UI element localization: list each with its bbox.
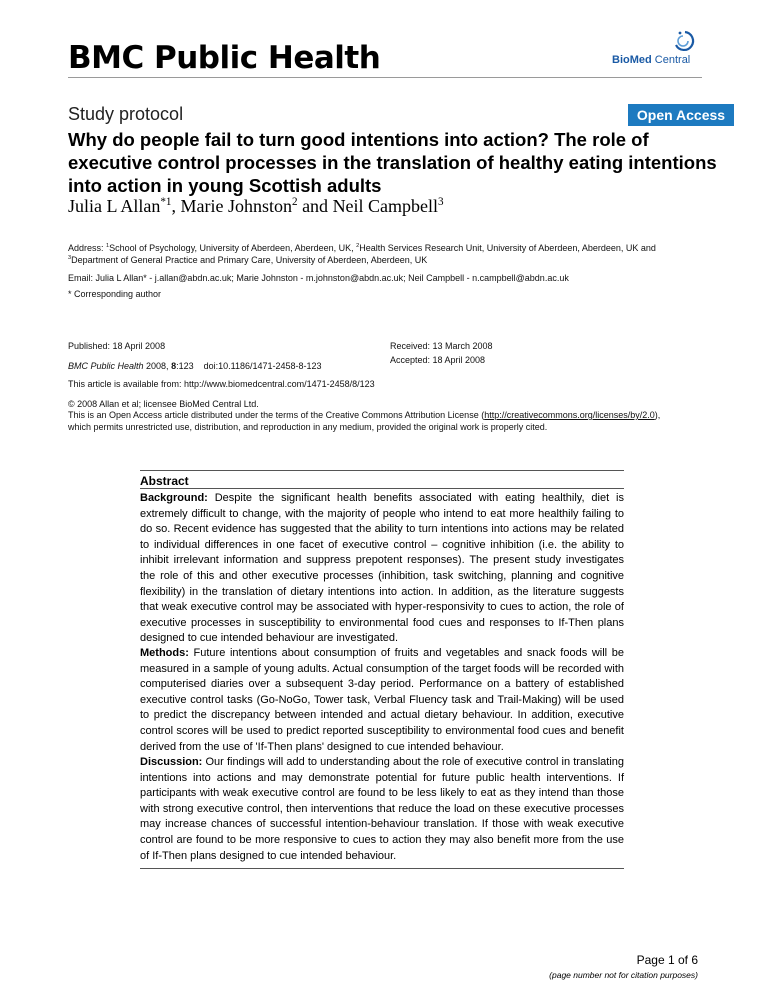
- license-suffix: ),: [654, 410, 661, 420]
- citation-year: 2008,: [143, 361, 172, 371]
- author-separator: ,: [171, 196, 181, 216]
- address-label: Address:: [68, 243, 107, 253]
- logo-central: Central: [651, 54, 691, 66]
- address-2: Health Services Research Unit, University of Aberdeen, Aberdeen, UK and: [359, 243, 656, 253]
- open-access-badge: Open Access: [628, 104, 734, 126]
- published-date: Published: 18 April 2008: [68, 341, 166, 351]
- article-type: Study protocol: [68, 104, 184, 124]
- discussion-text: Our findings will add to understanding about the role of executive control in translating intentions into actions and may demonstrate potential for future public health interventions. If participants with weak executive control are found to be less likely to eat as they intend than those with strong executive control, then interventions that reduce the load on these executive processes may increase chances of successful intention-behaviour translation. If those with weak executive control are found to be more responsive to cues to action they may also benefit more from the use of If-Then plans designed to cue intended behaviour.: [140, 756, 624, 862]
- accepted-date: Accepted: 18 April 2008: [390, 355, 486, 365]
- page-number-note: (page number not for citation purposes): [549, 970, 698, 980]
- abstract-top-rule: [140, 470, 624, 471]
- citation-volume: 8: [171, 361, 177, 371]
- header-divider: [68, 77, 702, 78]
- journal-title: BMC Public Health: [68, 40, 381, 76]
- methods-text: Future intentions about consumption of fruits and vegetables and snack foods will be measured in a sample of young adults. Actual consumption of the target foods will be recorded with computerised diaries over a subsequent 3-day period. Performance on a battery of established executive control tasks (Go-NoGo, Tower task, Verbal Fluency task and Trail-Making) will be used to predict the discrepancy between intended and actual dietary behaviour. In addition, executive control scores will be used to predict reported susceptibility to environmental food cues and benefit derived from the use of 'If-Then plans' designed to cue intended behaviour.: [140, 647, 624, 753]
- background-label: Background:: [140, 492, 208, 504]
- citation-line: [68, 360, 322, 372]
- abstract-heading-rule: [140, 488, 624, 489]
- author-affiliation-mark: *1: [160, 196, 172, 208]
- license-line-2: which permits unrestricted use, distribution, and reproduction in any medium, provided the original work is properly cited.: [68, 422, 548, 432]
- address-1: School of Psychology, University of Aberdeen, Aberdeen, UK,: [109, 243, 357, 253]
- author-addresses: Address: $^1$School of Psychology, University of Aberdeen, Aberdeen, UK, $^2$Health Services Research Unit, University of Aberdeen, Aberdeen, UK and $^3$Department of General Practice and Primary Care, University of Aberdeen, Aberdeen, UK: [68, 243, 656, 265]
- methods-label: Methods:: [140, 647, 189, 659]
- author-affiliation-mark: 3: [438, 196, 444, 208]
- author-emails: Email: Julia L Allan* - j.allan@abdn.ac.uk; Marie Johnston - m.johnston@abdn.ac.uk; Neil Campbell - n.campbell@abdn.ac.uk: [68, 273, 569, 283]
- received-date: Received: 13 March 2008: [390, 341, 493, 351]
- license-prefix: This is an Open Access article distributed under the terms of the Creative Commons Attribution License (: [68, 410, 485, 420]
- biomed-central-logo-text: [612, 54, 690, 66]
- abstract-methods: [140, 646, 624, 755]
- abstract-background: [140, 491, 624, 647]
- address-3: Department of General Practice and Primary Care, University of Aberdeen, Aberdeen, UK: [71, 255, 428, 265]
- author-list: [68, 196, 444, 217]
- logo-biomed: BioMed: [612, 54, 652, 66]
- author-name: Neil Campbell: [332, 196, 439, 216]
- background-text: Despite the significant health benefits associated with eating healthily, diet is extremely difficult to change, with the majority of people who intend to eat more healthily failing to do so. Recent evidence has suggested that the ability to turn intentions into actions may be related to individual differences in one facet of executive control – cognitive inhibition (i.e. the ability to inhibit irrelevant information and suppress prepotent responses). The present study investigates the role of this and other executive processes (inhibition, task switching, planning and cognitive flexibility) in the translation of dietary intentions into action. In addition, as the literature suggests that weak executive control may be associated with hyper-responsivity to cues to action, the role of executive processes in susceptibility to environmental food cues and responses to If-Then plans designed to cue intended behaviour are investigated.: [140, 492, 624, 645]
- citation-journal: BMC Public Health: [68, 361, 144, 371]
- license-link[interactable]: http://creativecommons.org/licenses/by/2.0: [484, 410, 655, 420]
- biomed-logo-mark-icon: [670, 30, 696, 52]
- abstract-discussion: [140, 755, 624, 864]
- biomed-central-logo: [612, 30, 704, 72]
- page-number: Page 1 of 6: [636, 953, 698, 967]
- abstract-bottom-rule: [140, 868, 624, 869]
- license-line-1: [68, 409, 708, 421]
- copyright-notice: © 2008 Allan et al; licensee BioMed Central Ltd.: [68, 399, 259, 409]
- doi: doi:10.1186/1471-2458-8-123: [203, 361, 322, 371]
- article-title: Why do people fail to turn good intentions into action? The role of executive control processes in the translation of healthy eating intentions into action in young Scottish adults: [68, 129, 717, 196]
- corresponding-author-note: * Corresponding author: [68, 289, 162, 299]
- author-name: Julia L Allan: [68, 196, 161, 216]
- citation-pages: :123: [176, 361, 194, 371]
- abstract-heading: Abstract: [140, 474, 189, 488]
- author-affiliation-mark: 2: [291, 196, 298, 208]
- discussion-label: Discussion:: [140, 756, 203, 768]
- article-url[interactable]: This article is available from: http://www.biomedcentral.com/1471-2458/8/123: [68, 379, 375, 389]
- author-name: Marie Johnston: [180, 196, 292, 216]
- author-separator: and: [297, 196, 333, 216]
